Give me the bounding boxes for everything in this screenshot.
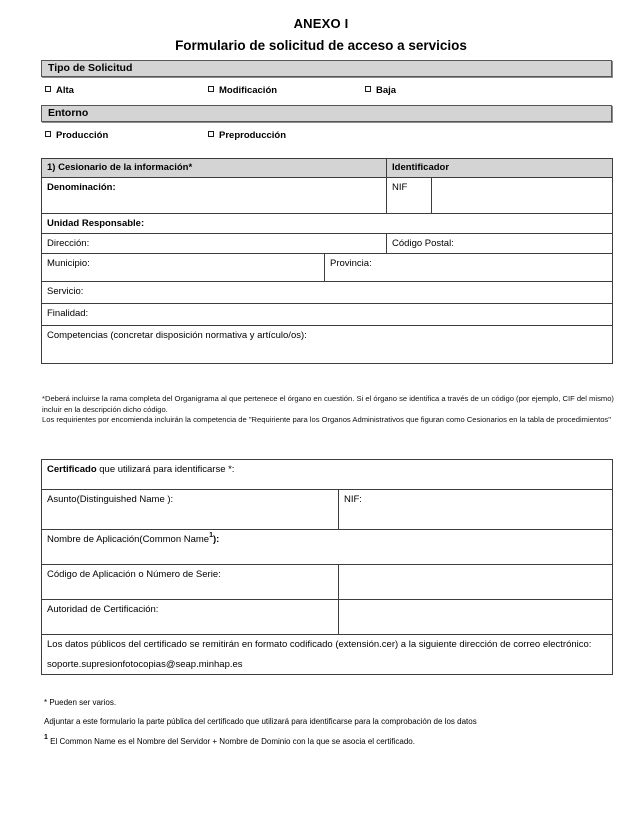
section-header-tipo-solicitud: Tipo de Solicitud xyxy=(41,60,612,77)
checkbox-icon[interactable] xyxy=(45,86,51,92)
codigo-postal-label[interactable]: Código Postal: xyxy=(387,234,613,254)
autoridad-label: Autoridad de Certificación: xyxy=(42,600,339,635)
unidad-responsable-label[interactable]: Unidad Responsable: xyxy=(42,214,613,234)
checkbox-option-baja[interactable] xyxy=(365,84,396,98)
nombre-aplicacion-pre: Nombre de Aplicación(Common Name xyxy=(47,534,210,545)
page-subtitle: Formulario de solicitud de acceso a servicios xyxy=(175,38,467,53)
page-title: ANEXO I xyxy=(293,16,349,31)
table-row-email xyxy=(42,635,613,675)
cesionario-header-cell: 1) Cesionario de la información* xyxy=(42,159,387,178)
table-row-denominacion xyxy=(42,178,613,214)
nombre-aplicacion-label[interactable] xyxy=(42,530,613,565)
identificador-header-cell: Identificador xyxy=(387,159,613,178)
section-header-entorno: Entorno xyxy=(41,105,612,122)
table-row-unidad-responsable xyxy=(42,214,613,234)
nif-input-cell[interactable] xyxy=(432,178,613,214)
autoridad-input-cell[interactable] xyxy=(339,600,613,635)
table-row-asunto xyxy=(42,490,613,530)
email-address[interactable]: soporte.supresionfotocopias@seap.minhap.es xyxy=(47,659,243,670)
table-row-autoridad xyxy=(42,600,613,635)
checkbox-icon[interactable] xyxy=(208,131,214,137)
table-row-certificado xyxy=(42,460,613,490)
nombre-aplicacion-post: ): xyxy=(213,534,220,545)
table-row-headers xyxy=(42,159,613,178)
codigo-aplicacion-input-cell[interactable] xyxy=(339,565,613,600)
table-row-finalidad xyxy=(42,304,613,326)
tipo-solicitud-options xyxy=(41,84,612,100)
checkbox-label: Preproducción xyxy=(219,130,287,141)
checkbox-icon[interactable] xyxy=(208,86,214,92)
checkbox-icon[interactable] xyxy=(365,86,371,92)
nota-organigrama xyxy=(42,394,614,426)
table-row-municipio xyxy=(42,254,613,282)
checkbox-option-modificacion[interactable] xyxy=(208,84,277,98)
checkbox-label: Modificación xyxy=(219,85,278,96)
finalidad-label[interactable]: Finalidad: xyxy=(42,304,613,326)
footnote-marker-1-ref: 1 xyxy=(44,734,48,741)
email-instruction-text: Los datos públicos del certificado se remitirán en formato codificado (extensión.cer) a la siguiente dirección de correo electrónico: xyxy=(47,639,592,650)
footnote-common-name xyxy=(44,736,614,747)
competencias-label[interactable]: Competencias (concretar disposición normativa y artículo/os): xyxy=(42,326,613,364)
checkbox-label: Alta xyxy=(56,85,74,96)
checkbox-option-preproduccion[interactable] xyxy=(208,129,286,143)
asunto-label[interactable]: Asunto(Distinguished Name ): xyxy=(42,490,339,530)
certificado-form-table xyxy=(41,459,613,675)
email-info-cell xyxy=(42,635,613,675)
footnote-adjuntar: Adjuntar a este formulario la parte pública del certificado que utilizará para identificarse para la comprobación de los datos xyxy=(44,717,477,726)
nota-organigrama-line2: Los requirientes por encomienda incluirán la competencia de "Requiriente para los Organos Administrativos que figuran como Cesionarios en la tabla de procedimientos" xyxy=(42,415,611,424)
servicio-label[interactable]: Servicio: xyxy=(42,282,613,304)
checkbox-option-alta[interactable] xyxy=(45,84,74,98)
entorno-options xyxy=(41,129,612,145)
table-row-direccion xyxy=(42,234,613,254)
municipio-label[interactable]: Municipio: xyxy=(42,254,325,282)
footnote-pueden-ser-varios: * Pueden ser varios. xyxy=(44,698,117,707)
nota-organigrama-line1: *Deberá incluirse la rama completa del Organigrama al que pertenece el órgano en cuestión. Si el órgano se identifica a través de un código (por ejemplo, CIF del mismo) incluir en la descripción dicho código. xyxy=(42,394,614,414)
table-row-servicio xyxy=(42,282,613,304)
denominacion-label: Denominación: xyxy=(42,178,387,214)
certificado-label-cell[interactable] xyxy=(42,460,613,490)
direccion-label[interactable]: Dirección: xyxy=(42,234,387,254)
certificado-nif-label[interactable]: NIF: xyxy=(339,490,613,530)
footnote-marker-1: 1 xyxy=(209,532,213,539)
cesionario-form-table xyxy=(41,158,613,364)
codigo-aplicacion-label: Código de Aplicación o Número de Serie: xyxy=(42,565,339,600)
checkbox-icon[interactable] xyxy=(45,131,51,137)
certificado-label-rest: que utilizará para identificarse *: xyxy=(96,464,235,475)
provincia-label[interactable]: Provincia: xyxy=(325,254,613,282)
checkbox-label: Baja xyxy=(376,85,397,96)
checkbox-option-produccion[interactable] xyxy=(45,129,108,143)
table-row-codigo-aplicacion xyxy=(42,565,613,600)
certificado-label-bold: Certificado xyxy=(47,464,97,475)
table-row-competencias xyxy=(42,326,613,364)
nif-label: NIF xyxy=(387,178,432,214)
footnote-common-name-text: El Common Name es el Nombre del Servidor + Nombre de Dominio con la que se asocia el certificado. xyxy=(47,737,415,746)
table-row-nombre-aplicacion xyxy=(42,530,613,565)
checkbox-label: Producción xyxy=(56,130,109,141)
